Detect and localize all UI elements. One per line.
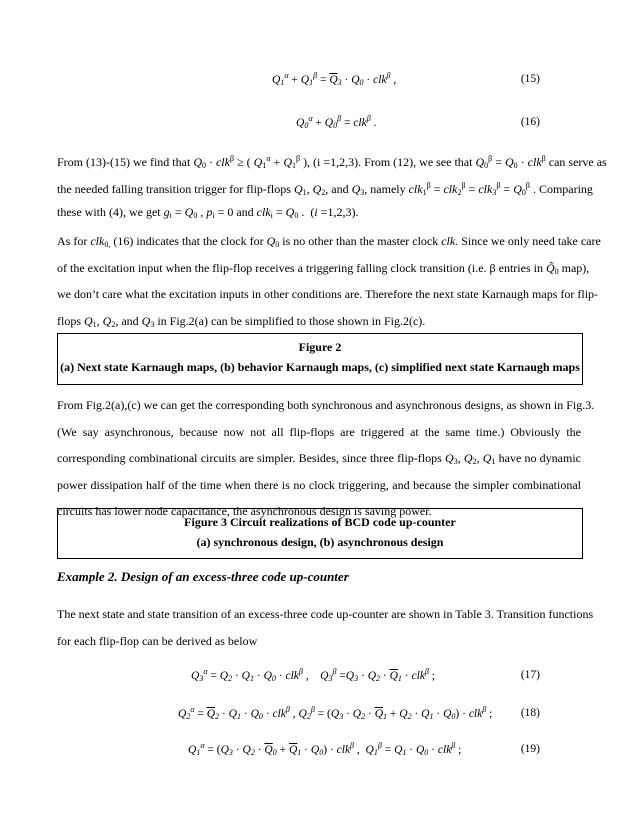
figure-2-title: Figure 2 [298,340,342,354]
paragraph-3-line-3: corresponding combinational circuits are simpler. Besides, since three flip-flops $Q_3$, $Q_2$, $Q_1$ have no dynamic [57,451,582,466]
paragraph-4-line-2: for each flip-flop can be derived as below [57,633,258,648]
paragraph-2-line-1: As for clk$_{0,}$ (16) indicates that the clock for $Q_0$ is no other than the master clock clk. Since we only need take care [57,234,601,249]
paragraph-3 [57,392,595,525]
paragraph-3-line-5: circuits has lower node capacitance, the asynchronous design is saving power. [57,504,432,518]
paragraph-1-line-2: the needed falling transition trigger for flip-flops $Q_1$, $Q_2$, and $Q_3$, namely $clk_1^\beta = clk_2^\beta = clk_3^\beta = Q_0^\beta$ . Comparing [57,180,593,197]
figure-2-caption-box [57,333,583,385]
paragraph-1-line-3: these with (4), we get $g_i = Q_0$ , $p_i = 0$ and $clk_i = Q_0$ . (i =1,2,3). [57,205,359,220]
paragraph-4 [57,601,594,654]
equation-17-number: (17) [520,669,540,681]
paragraph-2 [57,228,601,334]
equation-17: $Q_3^\alpha = Q_2 \cdot Q_1 \cdot Q_0 \cdot clk^\beta$ , $Q_3^\beta =Q_3 \cdot Q_2 \cdot \overline{Q}_1 \cdot clk^\beta$ ; [191,667,435,683]
equation-19-number: (19) [520,743,540,755]
paragraph-3-line-2: (We say asynchronous, because now not all flip-flops are triggered at the same time.) Obviously the [57,424,581,439]
paragraph-2-line-3: we don’t care what the excitation inputs in other conditions are. Therefore the next state Karnaugh maps for flip- [57,287,599,301]
equation-15: $Q_1^\alpha + Q_1^\beta = \overline{Q}_3 \cdot Q_0 \cdot clk^\beta$ , [272,71,397,87]
paragraph-3-line-1: From Fig.2(a),(c) we can get the corresponding both synchronous and asynchronous designs, as shown in Fig.3. [57,398,595,412]
example-2-heading: Example 2. Design of an excess-three code up-counter [57,569,349,584]
equation-16-number: (16) [520,116,540,128]
equation-16: $Q_0^\alpha + Q_0^\beta = clk^\beta$ . [296,114,377,130]
paragraph-4-line-1: The next state and state transition of an excess-three code up-counter are shown in Table 3. Transition functions [57,607,594,621]
equation-18: $Q_2^\alpha = \overline{Q}_2 \cdot Q_1 \cdot Q_0 \cdot clk^\beta$ , $Q_2^\beta = (Q_3 \cdot Q_2 \cdot \overline{Q}_1 + Q_2 \cdot Q_1 \cdot Q_0) \cdot clk^\beta$ ; [178,705,493,721]
equation-19: $Q_1^\alpha = (Q_3 \cdot Q_2 \cdot \overline{Q}_0 + \overline{Q}_1 \cdot Q_0) \cdot clk^\beta$ , $Q_1^\beta = Q_1 \cdot Q_0 \cdot clk^\beta$ ; [188,741,462,757]
paragraph-3-line-4: power dissipation half of the time when there is no clock triggering, and because the simpler combinational [57,477,581,492]
paragraph-2-line-2: of the excitation input when the flip-flop receives a triggering falling clock transition (i.e. β entries in $Q̃_0$ map), [57,260,590,276]
paragraph-1-line-1: From (13)-(15) we find that $Q_0 \cdot clk^\beta$ ≥ ( $Q_1^\alpha + Q_1^\beta$ ), (i =1,2,3). From (12), we see that $Q_0^\beta = Q_0 \cdot clk^\beta$ can serve as [57,154,607,170]
figure-2-caption: (a) Next state Karnaugh maps, (b) behavior Karnaugh maps, (c) simplified next state Karnaugh maps [60,360,580,374]
figure-3-caption: (a) synchronous design, (b) asynchronous design [196,535,444,549]
paragraph-1 [57,146,607,226]
paragraph-2-line-4: flops $Q_1$, $Q_2$, and $Q_3$ in Fig.2(a) can be simplified to those shown in Fig.2(c). [57,313,426,329]
figure-3-title: Figure 3 Circuit realizations of BCD code up-counter [184,515,456,529]
equation-15-number: (15) [520,73,540,85]
equation-18-number: (18) [520,707,540,719]
figure-3-caption-box [57,508,583,559]
